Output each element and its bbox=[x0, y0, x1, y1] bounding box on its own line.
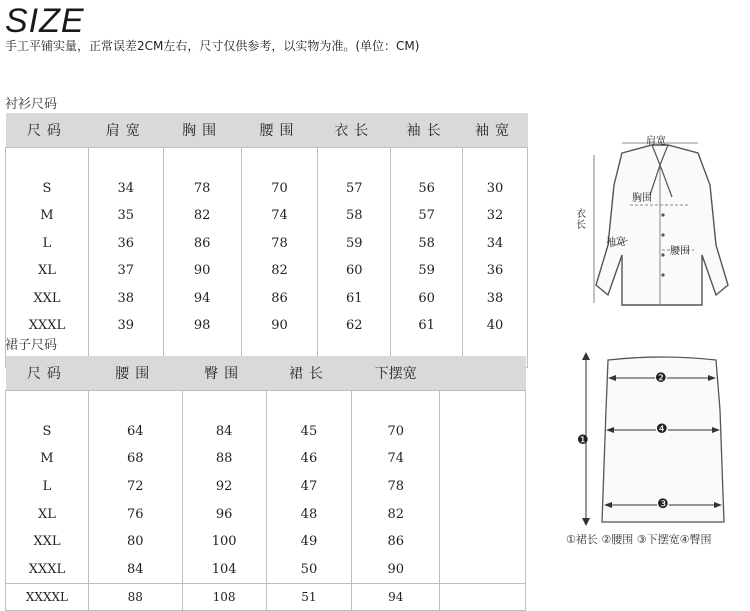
shirt-value-cell: 60 bbox=[318, 257, 391, 285]
marker-hem: ❸ bbox=[657, 497, 669, 512]
measurement-note: 手工平铺实量，正常误差2CM左右，尺寸仅供参考，以实物为准。(单位：CM) bbox=[5, 39, 420, 53]
skirt-col-size: 尺码 bbox=[6, 356, 89, 390]
skirt-value-cell: 100 bbox=[182, 528, 266, 556]
shirt-size-table bbox=[5, 113, 528, 368]
table-row bbox=[6, 175, 528, 203]
skirt-value-cell: 82 bbox=[352, 500, 440, 528]
shirt-value-cell: 60 bbox=[391, 285, 463, 313]
skirt-col-empty bbox=[440, 356, 526, 390]
shirt-col-sleeve-length: 袖长 bbox=[391, 113, 463, 147]
shirt-value-cell: 36 bbox=[88, 230, 163, 258]
skirt-size-cell: XXL bbox=[6, 528, 89, 556]
shirt-col-chest: 胸围 bbox=[163, 113, 241, 147]
shirt-value-cell: 94 bbox=[163, 285, 241, 313]
skirt-col-length: 裙长 bbox=[266, 356, 352, 390]
table-row bbox=[6, 583, 526, 611]
shirt-value-cell: 36 bbox=[463, 257, 528, 285]
shirt-value-cell: 35 bbox=[88, 202, 163, 230]
shirt-value-cell: 74 bbox=[241, 202, 318, 230]
shirt-value-cell: 34 bbox=[88, 175, 163, 203]
skirt-value-cell: 92 bbox=[182, 473, 266, 501]
shirt-size-cell: S bbox=[6, 175, 89, 203]
skirt-value-cell: 48 bbox=[266, 500, 352, 528]
shirt-value-cell: 59 bbox=[318, 230, 391, 258]
table-row bbox=[6, 528, 526, 556]
skirt-header-row bbox=[6, 356, 526, 390]
shirt-size-label: 衬衫尺码 bbox=[5, 97, 58, 112]
table-row bbox=[6, 257, 528, 285]
shirt-size-cell: XXL bbox=[6, 285, 89, 313]
skirt-value-cell: 84 bbox=[182, 418, 266, 446]
shirt-value-cell: 56 bbox=[391, 175, 463, 203]
skirt-diagram bbox=[572, 350, 742, 528]
skirt-empty-cell bbox=[440, 528, 526, 556]
skirt-value-cell: 47 bbox=[266, 473, 352, 501]
shirt-value-cell: 82 bbox=[163, 202, 241, 230]
skirt-value-cell: 80 bbox=[88, 528, 182, 556]
skirt-size-table bbox=[5, 356, 526, 611]
skirt-empty-cell bbox=[440, 556, 526, 584]
shirt-header-row bbox=[6, 113, 528, 147]
skirt-value-cell: 86 bbox=[352, 528, 440, 556]
shirt-value-cell: 61 bbox=[391, 312, 463, 340]
shirt-col-sleeve-width: 袖宽 bbox=[463, 113, 528, 147]
shirt-diagram bbox=[570, 125, 745, 315]
skirt-size-cell: L bbox=[6, 473, 89, 501]
skirt-size-cell: S bbox=[6, 418, 89, 446]
shirt-value-cell: 62 bbox=[318, 312, 391, 340]
shirt-value-cell: 86 bbox=[241, 285, 318, 313]
skirt-diagram-legend: ①裙长 ②腰围 ③下摆宽④臀围 bbox=[566, 533, 712, 546]
shirt-size-cell: M bbox=[6, 202, 89, 230]
shirt-col-waist: 腰围 bbox=[241, 113, 318, 147]
shirt-value-cell: 40 bbox=[463, 312, 528, 340]
shirt-value-cell: 78 bbox=[163, 175, 241, 203]
skirt-size-label: 裙子尺码 bbox=[5, 338, 58, 353]
table-row bbox=[6, 312, 528, 340]
shirt-value-cell: 70 bbox=[241, 175, 318, 203]
skirt-value-cell: 88 bbox=[182, 445, 266, 473]
shirt-col-size: 尺码 bbox=[6, 113, 89, 147]
skirt-col-hip: 臀围 bbox=[182, 356, 266, 390]
table-row bbox=[6, 230, 528, 258]
shirt-value-cell: 38 bbox=[88, 285, 163, 313]
shirt-value-cell: 30 bbox=[463, 175, 528, 203]
shirt-value-cell: 90 bbox=[163, 257, 241, 285]
table-row bbox=[6, 202, 528, 230]
skirt-empty-cell bbox=[440, 418, 526, 446]
skirt-value-cell: 50 bbox=[266, 556, 352, 584]
skirt-value-cell: 84 bbox=[88, 556, 182, 584]
shirt-value-cell: 38 bbox=[463, 285, 528, 313]
skirt-value-cell: 68 bbox=[88, 445, 182, 473]
table-row bbox=[6, 473, 526, 501]
skirt-value-cell: 90 bbox=[352, 556, 440, 584]
skirt-size-cell: XXXXL bbox=[6, 583, 89, 611]
table-row bbox=[6, 418, 526, 446]
skirt-empty-cell bbox=[440, 500, 526, 528]
skirt-empty-cell bbox=[440, 445, 526, 473]
shirt-value-cell: 57 bbox=[318, 175, 391, 203]
shirt-size-cell: XXXL bbox=[6, 312, 89, 340]
shirt-value-cell: 39 bbox=[88, 312, 163, 340]
skirt-empty-cell bbox=[440, 473, 526, 501]
shirt-value-cell: 58 bbox=[391, 230, 463, 258]
length-label: 衣长 bbox=[576, 209, 586, 231]
shirt-col-length: 衣长 bbox=[318, 113, 391, 147]
page-title: SIZE bbox=[5, 2, 85, 40]
skirt-value-cell: 72 bbox=[88, 473, 182, 501]
skirt-size-cell: XXXL bbox=[6, 556, 89, 584]
shirt-value-cell: 86 bbox=[163, 230, 241, 258]
skirt-value-cell: 78 bbox=[352, 473, 440, 501]
skirt-value-cell: 46 bbox=[266, 445, 352, 473]
skirt-empty-cell bbox=[440, 583, 526, 611]
shirt-value-cell: 58 bbox=[318, 202, 391, 230]
skirt-value-cell: 96 bbox=[182, 500, 266, 528]
skirt-size-cell: XL bbox=[6, 500, 89, 528]
skirt-value-cell: 49 bbox=[266, 528, 352, 556]
skirt-value-cell: 70 bbox=[352, 418, 440, 446]
shirt-col-shoulder: 肩宽 bbox=[88, 113, 163, 147]
skirt-value-cell: 108 bbox=[182, 583, 266, 611]
skirt-value-cell: 45 bbox=[266, 418, 352, 446]
shirt-value-cell: 78 bbox=[241, 230, 318, 258]
table-row bbox=[6, 445, 526, 473]
waist-label: 腰围 bbox=[670, 246, 690, 257]
skirt-value-cell: 104 bbox=[182, 556, 266, 584]
shirt-value-cell: 98 bbox=[163, 312, 241, 340]
shirt-illustration bbox=[570, 125, 745, 315]
shirt-value-cell: 82 bbox=[241, 257, 318, 285]
shirt-value-cell: 34 bbox=[463, 230, 528, 258]
skirt-col-waist: 腰围 bbox=[88, 356, 182, 390]
marker-waist: ❷ bbox=[655, 371, 667, 386]
shirt-value-cell: 90 bbox=[241, 312, 318, 340]
table-row bbox=[6, 285, 528, 313]
skirt-value-cell: 74 bbox=[352, 445, 440, 473]
skirt-value-cell: 51 bbox=[266, 583, 352, 611]
shirt-value-cell: 59 bbox=[391, 257, 463, 285]
shirt-value-cell: 37 bbox=[88, 257, 163, 285]
shirt-size-cell: XL bbox=[6, 257, 89, 285]
chest-label: 胸围 bbox=[632, 193, 652, 204]
table-row bbox=[6, 500, 526, 528]
sleeve-width-label: 袖宽 bbox=[606, 237, 626, 248]
shirt-value-cell: 61 bbox=[318, 285, 391, 313]
shoulder-label: 肩宽 bbox=[646, 136, 666, 147]
shirt-size-cell: L bbox=[6, 230, 89, 258]
marker-skirt-length: ❶ bbox=[577, 433, 589, 448]
shirt-value-cell: 32 bbox=[463, 202, 528, 230]
skirt-col-hem: 下摆宽 bbox=[352, 356, 440, 390]
skirt-value-cell: 94 bbox=[352, 583, 440, 611]
skirt-value-cell: 88 bbox=[88, 583, 182, 611]
marker-hip: ❹ bbox=[656, 422, 668, 437]
skirt-value-cell: 64 bbox=[88, 418, 182, 446]
skirt-size-cell: M bbox=[6, 445, 89, 473]
shirt-value-cell: 57 bbox=[391, 202, 463, 230]
table-row bbox=[6, 556, 526, 584]
skirt-value-cell: 76 bbox=[88, 500, 182, 528]
